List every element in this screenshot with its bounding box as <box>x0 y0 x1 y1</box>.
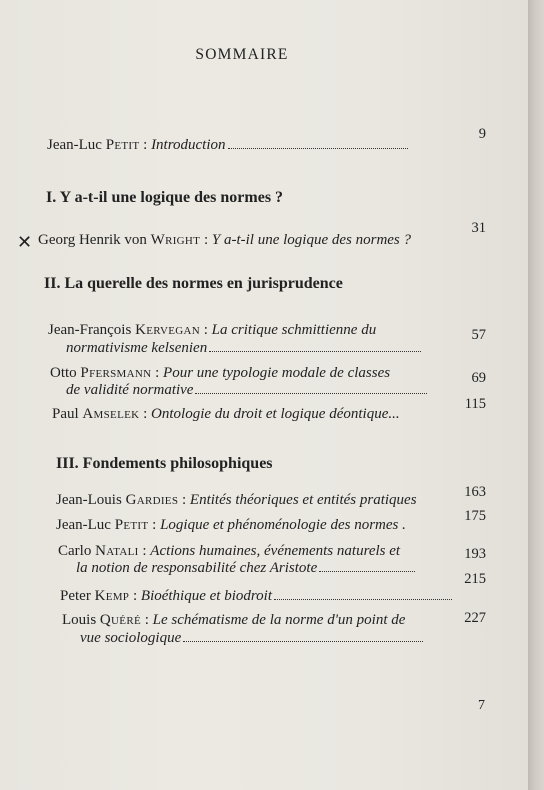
toc-entry <box>62 612 405 629</box>
work-title-line2: normativisme kelsenien <box>66 340 208 356</box>
author-first-name: Carlo <box>58 543 96 559</box>
author-last-name: Gardies <box>125 492 179 508</box>
toc-entry <box>50 365 390 382</box>
separator: : <box>129 588 141 604</box>
toc-entry <box>60 588 452 605</box>
page-number: 193 <box>464 546 486 562</box>
work-title-line2: la notion de responsabilité chez Aristote <box>76 560 318 576</box>
toc-entry-continuation <box>80 630 423 647</box>
author-last-name: Amselek <box>82 406 140 422</box>
section-heading-3: III. Fondements philosophiques <box>56 455 273 472</box>
toc-entry <box>38 232 411 249</box>
toc-entry-intro <box>47 137 408 154</box>
author-first-name: Louis <box>62 612 100 628</box>
author-first-name: Jean-Luc <box>47 137 106 153</box>
separator: : <box>140 612 153 628</box>
work-title-line1: La critique schmittienne du <box>211 322 377 338</box>
page-edge-shadow <box>528 0 544 790</box>
separator: : <box>199 322 212 338</box>
page-number: 69 <box>471 370 486 386</box>
author-last-name: Pfersmann <box>80 365 152 381</box>
work-title-line2: vue sociologique <box>80 630 182 646</box>
author-first-name: Jean-Louis <box>56 492 126 508</box>
section-heading-1: I. Y a-t-il une logique des normes ? <box>46 189 284 206</box>
work-title: Ontologie du droit et logique déontique... <box>151 406 400 422</box>
page-number: 175 <box>464 508 486 524</box>
page-number: 9 <box>478 126 486 142</box>
page-number: 31 <box>471 220 486 236</box>
separator: : <box>178 492 190 508</box>
work-title-line2: de validité normative <box>66 382 194 398</box>
work-title: Entités théoriques et entités pratiques <box>189 492 417 508</box>
author-last-name: Natali <box>95 543 139 559</box>
toc-entry <box>56 492 417 509</box>
leader-dots <box>274 599 452 600</box>
author-first-name: Jean-Luc <box>56 517 115 533</box>
author-first-name: Peter <box>60 588 95 604</box>
toc-entry-continuation <box>66 382 427 399</box>
work-title-line1: Actions humaines, événements naturels et <box>150 543 401 559</box>
toc-entry-continuation <box>76 560 415 577</box>
page-number: 215 <box>464 571 486 587</box>
section-heading-2: II. La querelle des normes en jurisprudence <box>44 275 343 292</box>
author-last-name: Kemp <box>94 588 130 604</box>
leader-dots <box>183 641 423 642</box>
page-title: SOMMAIRE <box>195 46 289 63</box>
page-number: 57 <box>471 327 486 343</box>
separator: : <box>151 365 164 381</box>
author-last-name: Petit <box>105 137 140 153</box>
work-title: Introduction <box>151 137 226 153</box>
page-number: 115 <box>464 396 486 412</box>
page-number: 163 <box>464 484 486 500</box>
work-title-line1: Pour une typologie modale de classes <box>163 365 391 381</box>
toc-entry-continuation <box>66 340 421 357</box>
leader-dots <box>319 571 415 572</box>
work-title-line1: Le schématisme de la norme d'un point de <box>152 612 406 628</box>
work-title: Y a-t-il une logique des normes ? <box>211 232 412 248</box>
author-first-name: Georg Henrik von <box>38 232 151 248</box>
author-last-name: Kervegan <box>135 322 200 338</box>
work-title: Bioéthique et biodroit <box>140 588 272 604</box>
toc-entry <box>56 517 406 534</box>
author-first-name: Paul <box>52 406 83 422</box>
toc-entry <box>48 322 376 339</box>
handwritten-x-mark: ✕ <box>17 232 33 253</box>
toc-entry <box>52 406 400 423</box>
page-folio: 7 <box>478 698 485 713</box>
separator: : <box>200 232 212 248</box>
author-last-name: Quéré <box>99 612 141 628</box>
author-first-name: Jean-François <box>48 322 136 338</box>
separator: : <box>138 543 151 559</box>
author-first-name: Otto <box>50 365 81 381</box>
leader-dots <box>209 351 421 352</box>
work-title: Logique et phénoménologie des normes . <box>160 517 406 533</box>
leader-dots <box>228 148 408 149</box>
separator: : <box>139 406 152 422</box>
author-last-name: Petit <box>114 517 149 533</box>
author-last-name: Wright <box>150 232 201 248</box>
separator: : <box>139 137 152 153</box>
page-number: 227 <box>464 610 486 626</box>
toc-entry <box>58 543 400 560</box>
separator: : <box>148 517 161 533</box>
leader-dots <box>195 393 427 394</box>
